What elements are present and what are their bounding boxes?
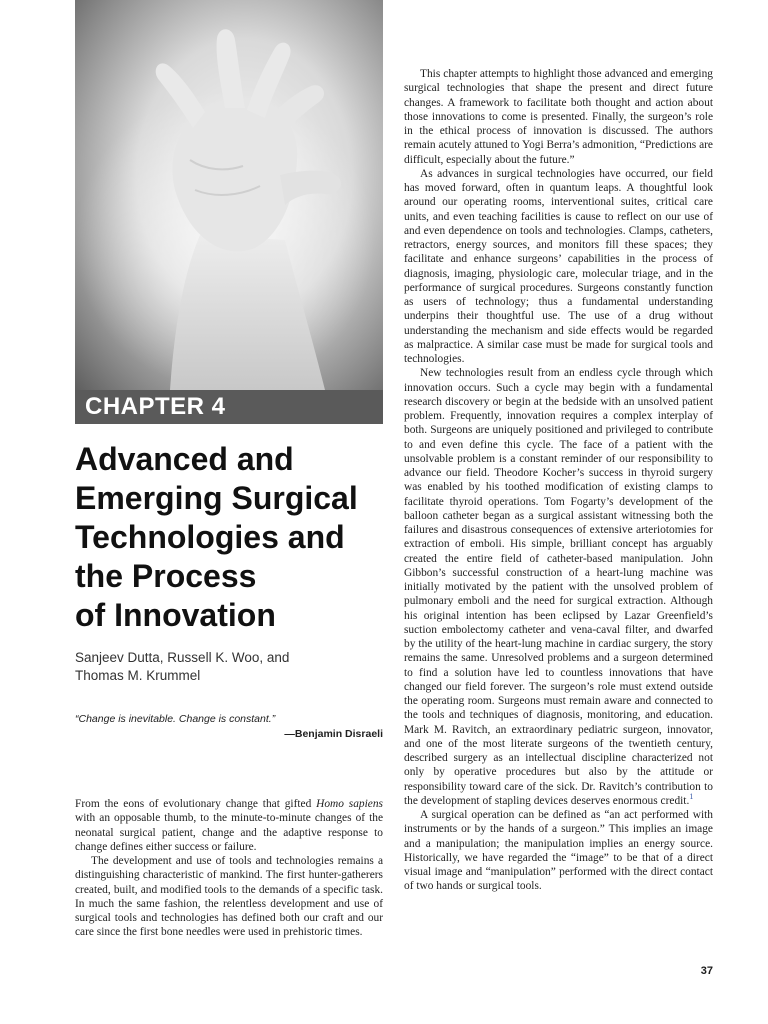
paragraph-text: From the eons of evolutionary change that gifted [75, 798, 317, 810]
author-line: Sanjeev Dutta, Russell K. Woo, and [75, 650, 290, 665]
left-text-column [75, 797, 383, 940]
paragraph: As advances in surgical technologies have occurred, our field has moved forward, often in quantum leaps. A thoughtful look around our operating rooms, interventional suites, critical care units, and even teaching facilities is cause to reflect on our use of and even dependence on tools and technologies. Clamps, catheters, retractors, energy sources, and monitors fill these spaces; they facilitate and enhance surgeons’ capabilities in the process of diagnosis, imaging, physiologic care, molecular triage, and in the performance of surgical procedures. Surgeons constantly function as users of technology; thus a fundamental understanding underpins their thoughtful use. The use of a drug without understanding the mechanism and side effects would be regarded as malpractice. A similar case must be made for surgical tools and technologies. [404, 167, 713, 365]
epigraph [75, 713, 383, 740]
right-text-column [404, 67, 713, 894]
paragraph [75, 797, 383, 854]
chapter-title [75, 440, 385, 635]
paragraph: This chapter attempts to highlight those advanced and emerging surgical technologies that shape the present and direct future changes. A framework to facilitate both thought and action about those innovations to come is presented. Finally, the surgeon’s role in the ethical process of innovation is discussed. The authors remain acutely attuned to Yogi Berra’s admonition, “Predictions are difficult, especially about the future.” [404, 68, 713, 166]
author-list [75, 649, 385, 685]
title-line: the Process [75, 558, 257, 594]
epigraph-quote: “Change is inevitable. Change is constant.” [75, 713, 276, 725]
page-number: 37 [700, 965, 713, 977]
hero-hand-photo [75, 0, 383, 390]
species-name: Homo sapiens [316, 798, 383, 810]
paragraph [404, 366, 713, 808]
title-line: of Innovation [75, 597, 276, 633]
paragraph: A surgical operation can be defined as “an act performed with instruments or by the hands of a surgeon.” This implies an image and a manipulation; the manipulation implies an energy source. Historically, we have regarded the “image” to be that of a direct visual image and “manipulation” performed with the direct contact of two hands or surgical tools. [404, 809, 713, 893]
paragraph-text: New technologies result from an endless cycle through which innovation occurs. Such a cycle may begin with a fundamental research discovery or begin at the bedside with an unsolved patient problem. Frequently, innovation requires a complex interplay of both. Surgeons are uniquely positioned and privileged to contribute to and even define this cycle. The face of a patient with the unsolvable problem is a constant reminder of our responsibility to advance our field. Theodore Kocher’s success in thyroid surgery was enabled by his toothed modification of existing clamps to facilitate thyroid operations. Tom Fogarty’s development of the balloon catheter began as a surgical assistant witnessing both the failures and disastrous consequences of extensive arteriotomies for extraction of emboli. His simple, brilliant concept has arguably created the entire field of catheter-based manipulation. John Gibbon’s successful construction of a heart-lung machine was initially motivated by the patient with the unsolved problem of pulmonary emboli and the need for surgical extraction. Although his original intention has been eclipsed by Lazar Greenfield’s suction embolectomy catheter and vena-caval filter, and dwarfed by the utility of the heart-lung machine in cardiac surgery, the story remains the same. Unresolved problems and a surgeon determined to find a solution have led to countless innovations that have changed our field forever. The surgeon’s role must extend outside the operating room. Surgeons must remain aware and connected to the tools and techniques of diagnosis, monitoring, and education. Mark M. Ravitch, an extraordinary pediatric surgeon, innovator, and one of the most literate surgeons of the twentieth century, described surgery as an intellectual discipline characterized not only by operative procedures but also by the attitude or responsibility toward care of the sick. Dr. Ravitch’s contribution to the development of stapling devices deserves enormous credit. [404, 367, 713, 807]
paragraph: The development and use of tools and technologies remains a distinguishing characteristic of mankind. The first hunter-gatherers created, built, and modified tools to the demands of a specific task. In much the same fashion, the relentless development and use of surgical tools and technologies has defined both our craft and our care since the first bone needles were used in prehistoric times. [75, 855, 383, 939]
chapter-label: CHAPTER 4 [75, 390, 383, 424]
author-line: Thomas M. Krummel [75, 668, 201, 683]
epigraph-source: —Benjamin Disraeli [284, 728, 383, 740]
reference-link[interactable]: 1 [689, 791, 694, 801]
title-line: Advanced and [75, 441, 294, 477]
title-line: Technologies and [75, 519, 345, 555]
paragraph-text: with an opposable thumb, to the minute-to-minute changes of the neonatal surgical patient, change and the adaptive response to change defines either success or failure. [75, 812, 383, 853]
title-line: Emerging Surgical [75, 480, 358, 516]
infant-hand-illustration [75, 0, 383, 390]
